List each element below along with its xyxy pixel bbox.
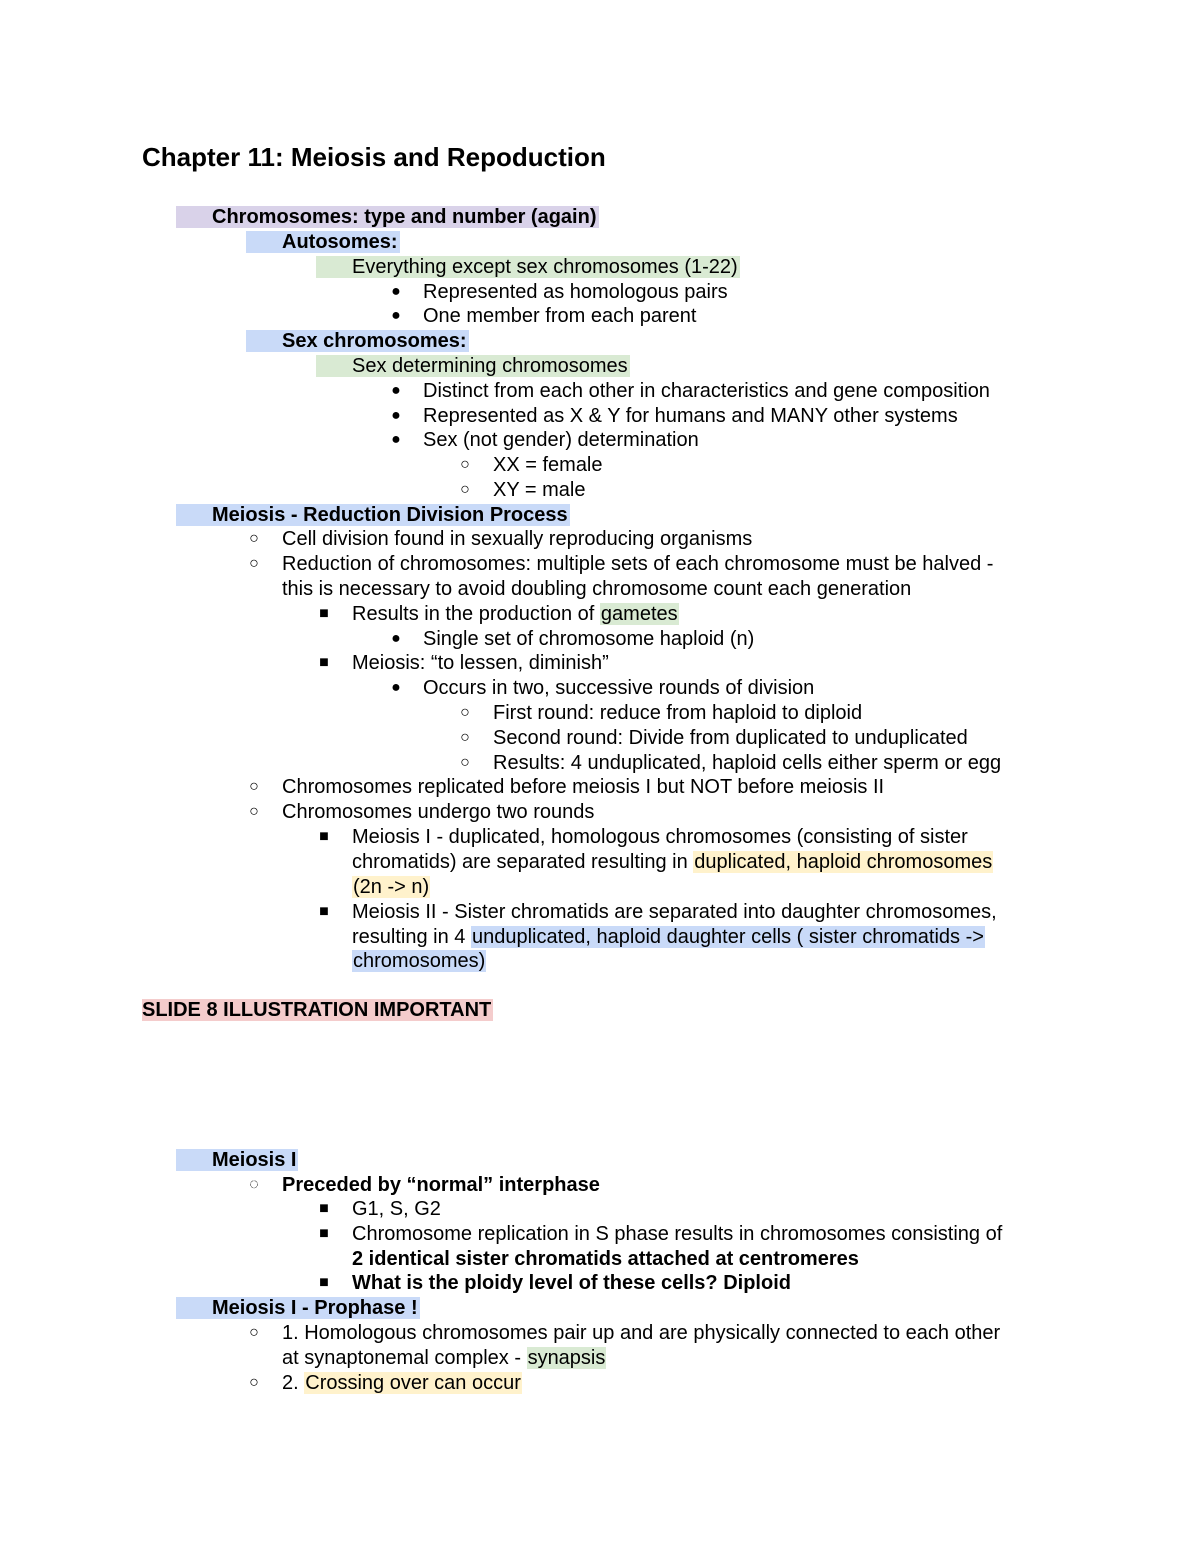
slide-note: SLIDE 8 ILLUSTRATION IMPORTANT — [142, 999, 492, 1021]
list-item: Represented as homologous pairs — [423, 281, 728, 303]
bullet-hollow: ○ — [249, 530, 259, 547]
list-item: Reduction of chromosomes: multiple sets of each chromosome must be halved - — [282, 553, 994, 575]
heading-meiosis-i: Meiosis I — [176, 1148, 298, 1173]
bullet-level1: ● — [391, 407, 401, 424]
list-item: Results: 4 unduplicated, haploid cells either sperm or egg — [493, 752, 1002, 774]
bullet-hollow: ○ — [460, 456, 470, 473]
bullet-level3: ■ — [319, 1274, 329, 1291]
heading-meiosis: Meiosis - Reduction Division Process — [176, 503, 570, 528]
list-item: What is the ploidy level of these cells? Diploid — [352, 1272, 791, 1294]
list-item-continuation: this is necessary to avoid doubling chromosome count each generation — [282, 578, 912, 600]
bullet-level3: ■ — [319, 1200, 329, 1217]
list-item: Distinct from each other in characteristics and gene composition — [423, 380, 990, 402]
bullet-level1: ● — [391, 307, 401, 324]
list-item-continuation: chromosomes) — [353, 950, 486, 972]
bullet-level2: ◌ — [249, 1176, 259, 1193]
bullet-level1: ● — [391, 630, 401, 647]
bullet-hollow: ○ — [249, 555, 259, 572]
list-item: Second round: Divide from duplicated to unduplicated — [493, 727, 968, 749]
page-title: Chapter 11: Meiosis and Repoduction — [142, 142, 606, 172]
list-item-continuation: resulting in 4 unduplicated, haploid daughter cells ( sister chromatids -> — [352, 926, 984, 948]
list-item: Sex (not gender) determination — [423, 429, 699, 451]
sex-definition: Sex determining chromosomes — [316, 354, 630, 379]
list-item: 2. Crossing over can occur — [282, 1372, 521, 1394]
list-item-continuation: at synaptonemal complex - synapsis — [282, 1347, 606, 1369]
list-item: Single set of chromosome haploid (n) — [423, 628, 755, 650]
heading-prophase: Meiosis I - Prophase ! — [176, 1296, 420, 1321]
list-item: 1. Homologous chromosomes pair up and are physically connected to each other — [282, 1322, 1001, 1344]
bullet-level3: ■ — [319, 1225, 329, 1242]
bullet-hollow: ○ — [249, 778, 259, 795]
bullet-level1: ● — [391, 382, 401, 399]
bullet-level1: ● — [391, 431, 401, 448]
sex-chromosomes-label: Sex chromosomes: — [246, 329, 469, 354]
list-item-continuation: (2n -> n) — [353, 876, 430, 898]
bullet-level3: ■ — [319, 903, 329, 920]
list-item: First round: reduce from haploid to diploid — [493, 702, 863, 724]
bullet-hollow: ○ — [460, 481, 470, 498]
list-item: XY = male — [493, 479, 586, 501]
bullet-level3: ■ — [319, 828, 329, 845]
list-item: Represented as X & Y for humans and MANY other systems — [423, 405, 958, 427]
bullet-level1: ● — [391, 679, 401, 696]
list-item: XX = female — [493, 454, 603, 476]
list-item: Meiosis: “to lessen, diminish” — [352, 652, 609, 674]
list-item-continuation: chromatids) are separated resulting in duplicated, haploid chromosomes — [352, 851, 993, 873]
list-item: Meiosis II - Sister chromatids are separated into daughter chromosomes, — [352, 901, 997, 923]
list-item: Meiosis I - duplicated, homologous chromosomes (consisting of sister — [352, 826, 968, 848]
bullet-level1: ● — [391, 283, 401, 300]
list-item: Chromosomes undergo two rounds — [282, 801, 595, 823]
autosomes-label: Autosomes: — [246, 230, 400, 255]
list-item: One member from each parent — [423, 305, 697, 327]
bullet-hollow: ○ — [460, 754, 470, 771]
list-item: Chromosomes replicated before meiosis I but NOT before meiosis II — [282, 776, 885, 798]
autosomes-definition: Everything except sex chromosomes (1-22) — [316, 255, 740, 280]
bullet-hollow: ○ — [460, 729, 470, 746]
bullet-level3: ■ — [319, 654, 329, 671]
list-item: Cell division found in sexually reproducing organisms — [282, 528, 753, 550]
bullet-hollow: ○ — [249, 1324, 259, 1341]
list-item-continuation: 2 identical sister chromatids attached at centromeres — [352, 1248, 859, 1270]
list-item: Preceded by “normal” interphase — [282, 1174, 600, 1196]
list-item: Chromosome replication in S phase results in chromosomes consisting of — [352, 1223, 1003, 1245]
list-item: Occurs in two, successive rounds of division — [423, 677, 815, 699]
bullet-hollow: ○ — [249, 803, 259, 820]
bullet-hollow: ○ — [460, 704, 470, 721]
bullet-hollow: ○ — [249, 1374, 259, 1391]
list-item: G1, S, G2 — [352, 1198, 441, 1220]
list-item: Results in the production of gametes — [352, 603, 678, 625]
heading-chromosomes: Chromosomes: type and number (again) — [176, 205, 599, 230]
bullet-level3: ■ — [319, 605, 329, 622]
